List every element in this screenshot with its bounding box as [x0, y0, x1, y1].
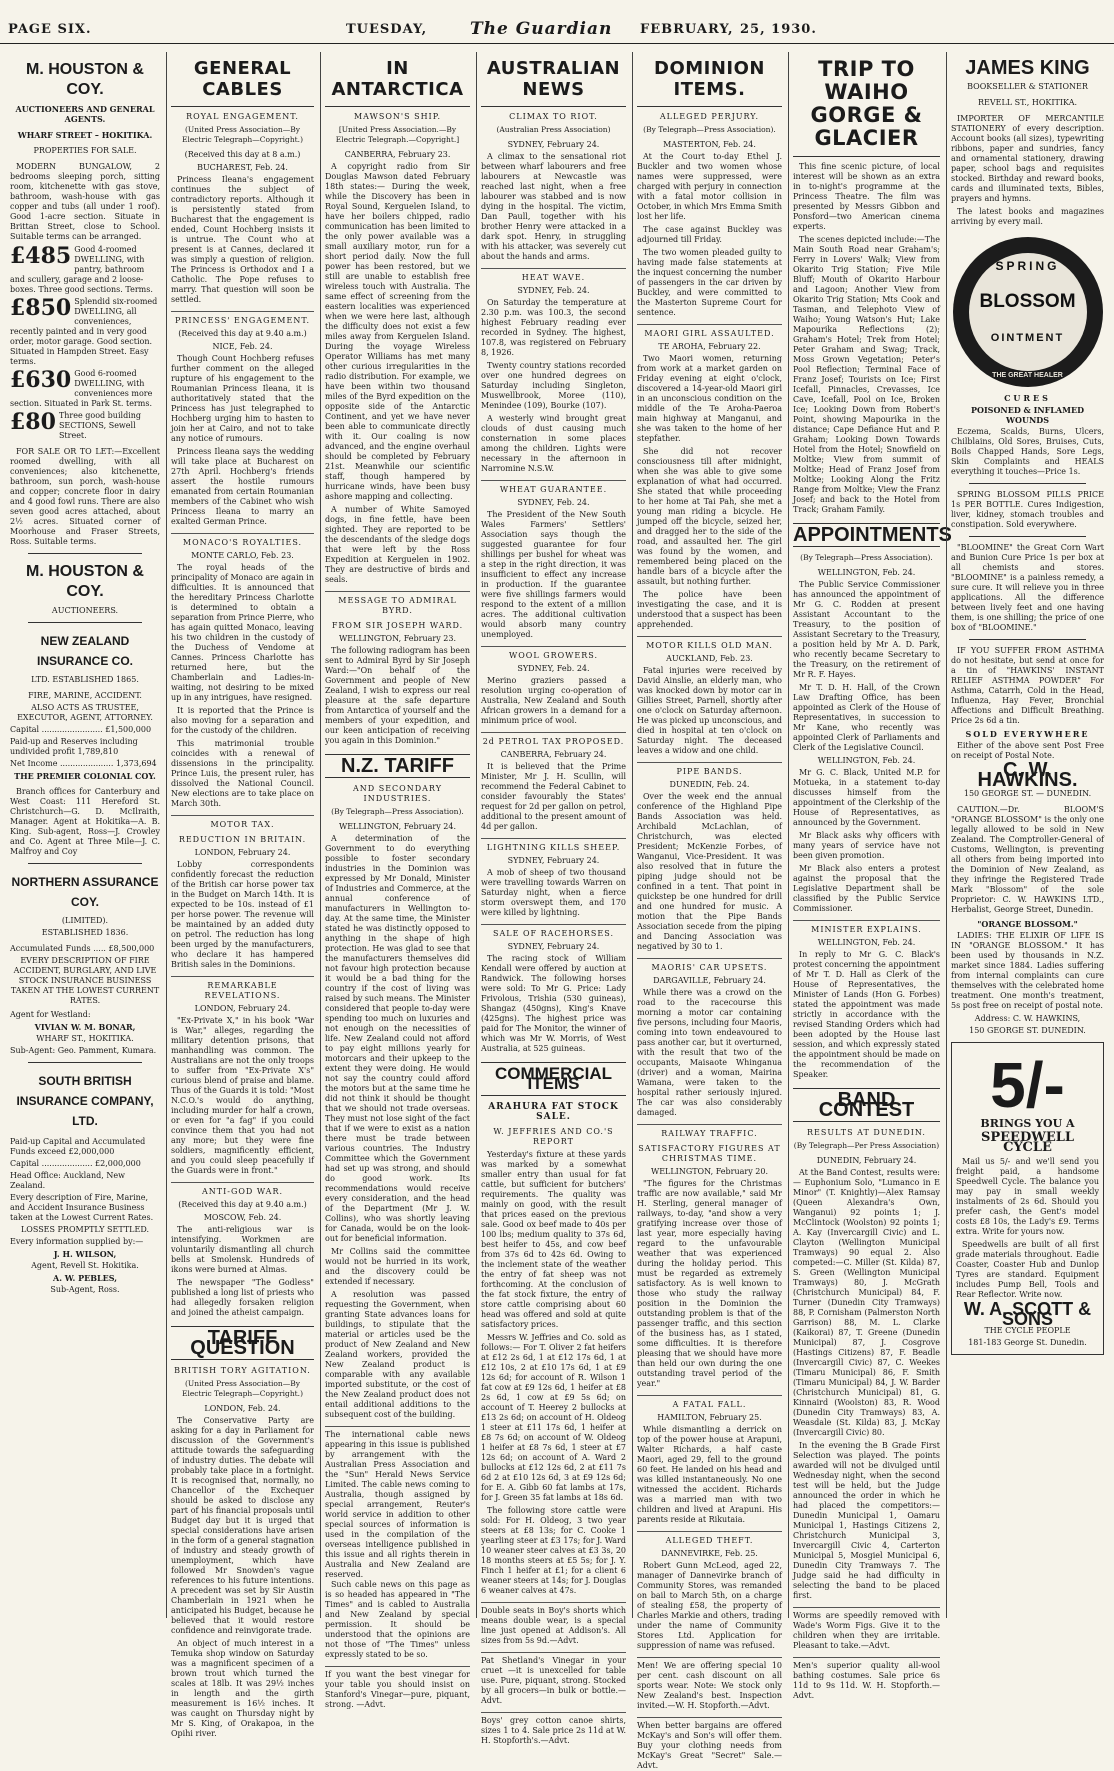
speedwell-ad [951, 1042, 1104, 1355]
article-paragraph: Princess Ileana's engagement continues the subject of contradictory reports. Although it is persistently stated from Bucharest that the engagement is ended, Count Hochberg insists it is untrue. The Count who at present is at Cannes, declared it was simply a question of religion. The Princess is Orthodox and I a Catholic. The Pope refuses to marry. That question will soon be settled. [171, 175, 314, 304]
article-paragraph: Mr Black asks why officers with many years of service have not been given promotion. [793, 831, 940, 860]
article-paragraph: The royal heads of the principality of Monaco are again in difficulties. It is announced that the hereditary Princess Charlotte is determined to obtain a separation from Prince Pierre, who has again quitted Monaco, leaving his two children in the custody of the Duchess of Vendome at Cannes. Princess Charlotte has returned here, but the Chamberlain and Ladies-in-waiting, not desiring to be mixed up in any intrigues, have resigned. [171, 563, 314, 702]
article-paragraph: Two Maori women, returning from work at a market garden on Friday evening at eight o'clock, discovered a 14-year-old Maori girl in an unconscious condition on the middle of the Te Aroha-Paeroa main highway at Manganui, and she was taken to the home of her stepfather. [637, 354, 782, 443]
nz-insurance-capital: Capital ........................ £1,500,000 [10, 725, 152, 734]
hawkins-address-line: Address: C. W. HAWKINS, [974, 1014, 1081, 1023]
northern-wharf: WHARF ST., HOKITIKA. [36, 1034, 134, 1043]
australian-news-heading: AUSTRALIAN NEWS [481, 52, 626, 107]
received-line: (Received this day at 9.40 a.m.) [178, 329, 307, 338]
article-paragraph: In the evening the B Grade First Selection was played. The points awarded will not be divulged until Wednesday night, when the second test will be held, but the Judge announced the order in which he had placed the competitors:—Dunedin Municipal 1, Oamaru Municipal 1, Hastings Citizens 2, Christchurch Municipal 3, Invercargill Civic 4, Carterton Municipal 5, Mosgiel Municipal 6, Dunedin City Tramways 7. The Judge said he had difficulty in selecting the band to be placed first. [793, 1441, 940, 1600]
credit-line: (By Telegraph—Press Association). [800, 553, 933, 562]
houston-title: M. HOUSTON & COY. [26, 61, 144, 98]
commercial-items-heading: COMMERCIAL ITEMS [481, 1062, 626, 1096]
article-paragraph: "The figures for the Christmas traffic are now available," said Mr H. Sterling, general manager of railways, to-day, "and show a very gratifying increase over those of last year, more especially having regard to the unfavourable weather that was experienced during the holiday period. This must be regarded as extremely satisfactory. As is well known to those who study the railway position in the Dominion the outstanding problem is that of the passenger traffic, and this section of the business has, as I stated, some difficulties. It is therefore pleasing that we should have more than held our own during the one outstanding travel period of the year." [637, 1179, 782, 1388]
james-king-address: REVELL ST., HOKITIKA. [977, 98, 1078, 107]
advertisement-snippet: Pat Shetland's Vinegar in your cruet —it is unexcelled for table use. Pure, piquant, strong. Stocked by all grocers—in bulk or bottle.—Advt. [481, 1652, 626, 1706]
dateline: MONTE CARLO, Feb. 23. [191, 551, 294, 560]
property-price: £630 [10, 367, 72, 393]
article-paragraph: The case against Buckley was adjourned till Friday. [637, 225, 782, 244]
article-paragraph: Princess Ileana says the wedding will take place at Bucharest on 27th April. Hochberg's friends assert the hostile rumours emanated from certain Roumanian members of the Cabinet who wish Princess Ileana to marry an exalted German Prince. [171, 447, 314, 526]
credit-line: (By Telegraph—Per Press Association) [793, 1141, 940, 1150]
subheading: WOOL GROWERS. [481, 646, 626, 661]
tariff-question-heading: TARIFF QUESTION [171, 1326, 314, 1360]
column-ads-left [6, 52, 164, 1618]
subheading: AND SECONDARY INDUSTRIES. [353, 784, 442, 803]
notice-paragraph: The international cable news appearing in this issue is published by arrangement with the Australian Press Association and the "Sun" Herald News Service Limited. The cable news coming to Australia, though assigned by special arrangement, Reuter's world service in addition to other special sources of information is used in the compilation of the overseas intelligence published in this issue and all rights therein in Australia and New Zealand are reserved. [325, 1426, 470, 1580]
dateline: WELLINGTON, February 23. [338, 634, 457, 643]
northern-funds: Accumulated Funds ..... £8,500,000 [10, 944, 155, 953]
subheading: MOTOR TAX. [171, 815, 314, 830]
dateline: WELLINGTON, February 24. [338, 822, 457, 831]
credit-line: (By Telegraph—Press Association). [643, 125, 776, 134]
northern-sub-agent: Sub-Agent: Geo. Pamment, Kumara. [10, 1046, 157, 1055]
dateline: WELLINGTON, Feb. 24. [817, 756, 916, 765]
dateline: AUCKLAND, Feb. 23. [666, 654, 753, 663]
scott-address: 181-183 George St. Dunedin. [968, 1338, 1087, 1347]
article-paragraph: Mr T. D. H. Hall, of the Crown Law Drafting Office, has been appointed as Clerk of the House of Representatives, in succession to Mr Kane, who recently was appointed Clerk of Parliaments and Clerk of the Legislative Council. [793, 683, 940, 752]
dateline: WELLINGTON, February 20. [650, 1167, 769, 1176]
advertisement-snippet: Worms are speedily removed with Wade's Worm Figs. Give it to the children when they are irritable. Pleasant to take.—Advt. [793, 1607, 940, 1651]
article-paragraph: A copyright radio from Sir Douglas Mawson dated February 18th states:— During the week, while the Discovery has been in Royal Sound, Kerguelen Island, to have her boilers chipped, radio communication has been limited to the only power available was a small auxiliary motor, run for a short period daily. Now the full power has been restored, but we still are unable to establish free wireless touch with Australia. The same effect of screening from the eastern localities was experienced when we were here last, although the difficulty does not exist a few miles away from Kerguelen Island. During the voyage Wireless Operator Williams has met many other curious irregularities in the radio distribution. For example, we have been within two thousand miles of the Byrd expedition on the opposite side of the Antarctic Continent, and yet we have never been able to communicate directly with it. Our coaling is now advanced, and the engine overhaul should be completed by February 21st. Meanwhile our scientific staff, though hampered by hurricane winds, have been busy ashore mapping and collecting. [325, 162, 470, 501]
property-listing: £850 Splendid six-roomed DWELLING, all conveniences, recently painted and in very good order, motor garage. Good section. Situated in Hampden Street. Easy terms. [10, 295, 158, 366]
ladies-ad: LADIES: THE ELIXIR OF LIFE IS IN "ORANGE BLOSSOM." It has been used by thousands in N.Z. market since 1884. Ladies suffering from internal complaints can cure themselves with the celebrated home treatment. One month's treatment, 5s post free on receipt of postal note. [951, 931, 1104, 1010]
article-paragraph: The anti-religious war is intensifying. Workmen are voluntarily dismantling all church bells at Smolensk. Hundreds of ikons were burned at Almas. [171, 1225, 314, 1274]
premier-colonial: THE PREMIER COLONIAL COY. [14, 771, 156, 781]
dateline: HAMILTON, February 25. [657, 1413, 762, 1422]
article-paragraph: The President of the New South Wales Farmers' Settlers' Association says though the suggested guarantee for four shillings per bushel for wheat was a step in the right direction, it was insufficient to effect any increase in production. If the guarantee were five shillings farmers would respond to the extent of a million acres. The additional cultivation would absorb many country unemployed. [481, 510, 626, 639]
cures-heading: CURES [1004, 393, 1051, 403]
article-paragraph: A mob of sheep of two thousand were travelling towards Warren on Saturday night, when a fierce storm overswept them, and 170 were killed by lightning. [481, 868, 626, 917]
subheading: W. JEFFRIES AND CO.'S REPORT [493, 1127, 614, 1146]
bloomine-ad: "BLOOMINE" the Great Corn Wart and Bunion Cure Price 1s per box at all chemists and stores. "BLOOMINE" is a painless remedy, a sure cure. It will relieve you in three applications. All the difference between lively feet and one having them, is one shilling; the price of one box of "BLOOMINE." [951, 543, 1104, 632]
subheading: REDUCTION IN BRITAIN. [178, 835, 307, 844]
column-australian-news [476, 52, 630, 1745]
article-paragraph: A westerly wind brought great clouds of dust causing much consternation in some places among the children. Lights were necessary in the afternoon in Narromine N.S.W. [481, 414, 626, 473]
subheading: MOTOR KILLS OLD MAN. [637, 636, 782, 651]
speedwell-cycle: SPEEDWELL CYCLE [980, 1130, 1075, 1155]
column-general-cables [166, 52, 318, 1738]
cures-sub: POISONED & INFLAMED WOUNDS [970, 405, 1085, 425]
column-dominion-items [632, 52, 786, 1770]
advertisement-snippet: Double seats in Boy's shorts which means double wear, is a special line just opened at Addison's. All sizes from 5s 9d.—Advt. [481, 1602, 626, 1646]
northern-title: NORTHERN ASSURANCE COY. [11, 875, 159, 909]
caution-notice: CAUTION.—Dr. BLOOM'S "ORANGE BLOSSOM" is the only one legally allowed to be sold in New Zealand. The Comptroller-General of Customs, Wellington, is preventing all others from being imported into the Dominion of New Zealand, as they infringe the Registered Trade Mark "Blossom" of the sole Proprietor: C. W. HAWKINS LTD., Herbalist, George Street, Dunedin. [951, 805, 1104, 914]
james-king-desc-2: The latest books and magazines arriving by every mail. [951, 207, 1104, 226]
column-antarctica [320, 52, 474, 1709]
nz-tariff-heading: N.Z. TARIFF [325, 754, 470, 778]
properties-heading: PROPERTIES FOR SALE. [33, 146, 137, 155]
nz-insurance-lines: FIRE, MARINE, ACCIDENT. [28, 691, 142, 700]
houston-address: WHARF STREET – HOKITIKA. [17, 130, 153, 140]
property-price: £850 [10, 295, 72, 321]
article-paragraph: The Public Service Commissioner has announced the appointment of Mr G. C. Rodden at present Assistant Accountant to the Treasury, to the position of Assistant Secretary to the Treasury, a position held by Mr A. D. Park, who recently became Secretary to the Treasury, on the retirement of Mr R. F. Hayes. [793, 580, 940, 679]
dateline: SYDNEY, Feb. 24. [517, 498, 590, 507]
article-paragraph: On Saturday the temperature at 2.30 p.m. was 100.3, the second highest February reading ever recorded in Sydney. The highest, 107.8, was registered on February 8, 1926. [481, 298, 626, 357]
property-price: £485 [10, 243, 72, 269]
subheading: MAWSON'S SHIP. [353, 112, 442, 121]
subheading: RAILWAY TRAFFIC. [637, 1124, 782, 1139]
article-paragraph: In reply to Mr G. C. Black's protest concerning the appointment of Mr T. D. Hall as Clerk of the House of Representatives, the Minister of Lands (Hon G. Forbes) stated the appointment was made strictly in accordance with the revised Standing Orders which had been adopted by the House last session, and which expressly stated the appointment should be made on the recommendation of the Speaker. [793, 950, 940, 1079]
sb-paid: Paid-up Capital and Accumulated Funds exceed £2,000,000 [10, 1137, 146, 1156]
sb-capital: Capital .................... £2,000,000 [10, 1159, 141, 1168]
subheading: MINISTER EXPLAINS. [793, 920, 940, 935]
subheading: PIPE BANDS. [637, 762, 782, 777]
column-waiho-appointments [788, 52, 952, 1700]
hawkins-address: 150 GEORGE ST. — DUNEDIN. [963, 789, 1092, 798]
sb-losses: LOSSES PROMPTLY SETTLED. [20, 1225, 150, 1234]
masthead-title: The Guardian [470, 19, 613, 39]
subheading: ARAHURA FAT STOCK SALE. [488, 1102, 619, 1122]
hawkins-name: C. W. HAWKINS. [977, 759, 1078, 791]
article-paragraph: Mr Black also enters a protest against the proposal that the Legislative Department shall be classified by the Public Service Commissioner. [793, 864, 940, 913]
article-paragraph: Fatal injuries were received by David Ainslie, an elderly man, who was knocked down by motor car in Gillies Street, Parnell, shortly after one o'clock on Saturday afternoon. He was picked up unconscious, and died in hospital at ten o'clock on Saturday night. The deceased leaves a widow and one child. [637, 666, 782, 755]
dateline: DUNEDIN, Feb. 24. [669, 780, 750, 789]
dateline: TE AROHA, February 22. [658, 342, 761, 351]
article-paragraph: A determination of the Government to do everything possible to foster secondary industries in the Dominion was expressed by Mr Donald, Minister of Industries and Commerce, at the annual conference of manufacturers in Wellington to-day. At the same time, the Minister stated he was distinctly opposed to anything in the shape of high protection. He was glad to see that the manufacturers themselves did not favour high protection because it would be a bad thing for the country if the cost of living was raised by such means. The Minister considered that people to-day were spending too much on luxuries and not enough on the necessities of life. New Zealand could not afford to pay eight millions yearly for motorcars and their upkeep to the extent they were doing. He would not say the country could afford the motors but at the same time he did not think it should be thought that we should not trade overseas. They must not lose sight of the fact that if we were to exist as a nation there must be trade between various countries. The Industry Committee which the Government had set up was strong, and should do good work. Its recommendations would receive every consideration, and the head of the Department (Mr J. W. Collins), who was shortly leaving for Canada, would be on the look-out for beneficial information. [325, 834, 470, 1243]
article-paragraph: The following store cattle were sold: For H. Oldeog, 3 two year steers at £8 13s; for C. Cooke 1 yearling steer at £3 17s; for J. Ward 10 weaner steer calves at £3 3s, 20 18 months steers at £5 5s; for J. Y. Finch 1 heifer at £1; for a client 6 weaner steers at 14s; for J. Douglas 6 weaner calves at 47s. [481, 1506, 626, 1595]
subheading: A FATAL FALL. [637, 1395, 782, 1410]
article-paragraph: Messrs W. Jeffries and Co. sold as follows:— For T. Oliver 2 fat heifers at £12 2s 6d, 1 at £12 17s 6d, 1 at £12 10s, 2 at £10 17s 6d, 1 at £9 12s 6d; for account of R. Wilson 1 fat cow at £9 12s 6d, 1 heifer at £8 2s 6d, 1 cow at £9 5s 6d; on account of T. Heerey 2 bullocks at £13 2s 6d; on account of H. Oldeog 1 steer at £11 17s 6d, 1 heifer at £8 7s 6d; on account of W. Oldeog 1 heifer at £8 7s 6d, 1 steer at £7 12s 6d; on account of A. Ward 2 bullocks at £12 12s 6d, 2 at £11 7s 6d 2 at £10 12s 6d, 3 at £9 12s 6d; for E. A. Gibb 60 fat lambs at 17s, for J. Green 35 fat lambs at 18s 6d. [481, 1333, 626, 1502]
sale-or-let: FOR SALE OR TO LET:—Excellent roomed dwelling, with all conveniences; also kitchenette, bathroom, sun porch, wash-house and copper; concrete floor in dairy and 4 good fowl runs. There are also seven good acres attached, about 2½ acres. Situated corner of Moorhouse and Fraser Streets, Ross. Suitable terms. [10, 447, 160, 546]
advertisement-snippet: Men! We are offering special 10 per cent. cash discount on all sports wear. Note: We stock only New Zealand's best. Inspection invited.—W. H. Stopforth.—Advt. [637, 1657, 782, 1711]
article-paragraph: A climax to the sensational riot between wharf labourers and free labourers at Newcastle was reached last night, when a free labourer was stabbed and is now dying in the hospital. The victim, Dan Paull, together with his brother Henry were attacked in a dark spot. Henry, in struggling with his attacker, was severely cut about the hands and arms. [481, 152, 626, 261]
article-paragraph: An object of much interest in a Temuka shop window on Saturday was a magnificent specimen of a brown trout which turned the scales at 18lb. It was 29½ inches in length and the girth measurement is 16½ inches. It was caught on Thursday night by Mr S. King, of Orakapoa, in the Opihi river. [171, 1639, 314, 1738]
dateline: SYDNEY, February 24. [507, 140, 600, 149]
appointments-heading: APPOINTMENTS [793, 524, 952, 546]
south-british-title: SOUTH BRITISH INSURANCE COMPANY, LTD. [16, 1074, 154, 1128]
dateline: CANBERRA, February 24. [500, 750, 607, 759]
masthead [0, 0, 1114, 44]
article-paragraph: This matrimonial trouble coincides with a renewal of dissensions in the principality. Prince Luis, the present ruler, has dissolved the National Council. New elections are to take place on March 30th. [171, 739, 314, 808]
houston-title-2: M. HOUSTON & COY. [26, 563, 144, 600]
northern-desc: EVERY DESCRIPTION OF FIRE ACCIDENT, BURGLARY, AND LIVE STOCK INSURANCE BUSINESS TAKEN AT THE LOWEST CURRENT RATES. [10, 956, 160, 1005]
sb-desc: Every description of Fire, Marine, and Accident Insurance Business taken at the Lowest Current Rates. [10, 1193, 154, 1222]
subheading: CLIMAX TO RIOT. [509, 112, 598, 121]
sb-peebles-agent: Sub-Agent, Ross. [50, 1285, 120, 1294]
credit-line: (Australian Press Association) [496, 125, 611, 134]
northern-est: ESTABLISHED 1836. [41, 928, 129, 937]
five-shillings: 5/- [990, 1049, 1065, 1121]
northern-ltd: (LIMITED). [61, 916, 109, 925]
received-line: (Received this day at 9.40 a.m.) [178, 1200, 307, 1209]
subheading: MONACO'S ROYALTIES. [171, 533, 314, 548]
masthead-month: FEBRUARY, [640, 22, 734, 37]
credit-line: (By Telegraph—Press Association). [331, 807, 464, 816]
article-paragraph: At the Court to-day Ethel J. Buckler and two women whose names were suppressed, were charged with perjury in connection with a fatal motor collision in October, in which Mrs Emma Smith lost her life. [637, 152, 782, 221]
sb-office: Head Office: Auckland, New Zealand. [10, 1171, 125, 1190]
subheading: WHEAT GUARANTEE. [481, 480, 626, 495]
sb-wilson-agent: Agent, Revell St. Hokitika. [31, 1261, 139, 1270]
credit-line: (United Press Association—By Electric Telegraph—Copyright.) [181, 125, 303, 144]
band-contest-heading: BAND CONTEST [793, 1088, 940, 1122]
article-paragraph: The racing stock of William Kendall were offered by auction at Randwick. The following horses were sold: To Mr G. Price: Lady Frivolous, Trishia (530 guineas), Shangaz (450gns), King's Knave (425gns). The highest price was paid for The Monitor, the winner of which was Mr W. Morris, of West Australia, at 525 guineas. [481, 954, 626, 1053]
dateline: DUNEDIN, February 24. [816, 1156, 917, 1165]
subheading: ROYAL ENGAGEMENT. [186, 112, 299, 121]
subheading: MAORI GIRL ASSAULTED. [637, 324, 782, 339]
pills-ad: SPRING BLOSSOM PILLS PRICE 1s PER BOTTLE. Cures Indigestion, liver, kidney, stomach troubles and constipation. Sold everywhere. [951, 490, 1104, 529]
dateline: BUCHAREST, Feb. 24. [197, 163, 288, 172]
waiho-heading: TRIP TO WAIHO GORGE & GLACIER [793, 52, 940, 157]
article-paragraph: This fine scenic picture, of local interest will be shown as an extra in to-night's programme at the Princess Theatre. The film was presented by Messrs Gibbon and Ponsford—two American cinema experts. [793, 162, 940, 231]
subheading: SALE OF RACEHORSES. [481, 924, 626, 939]
article-paragraph: Mr Collins said the committee would not be hurried in its work, and the discovery could be extended if necessary. [325, 1247, 470, 1286]
dateline: MOSCOW, Feb. 24. [203, 1213, 282, 1222]
received-line: (Received this day at 8 a.m.) [184, 150, 301, 159]
article-paragraph: It is reported that the Prince is also moving for a separation and for the custody of the children. [171, 706, 314, 735]
dateline: WELLINGTON, Feb. 24. [817, 938, 916, 947]
advertisement-snippet: When better bargains are offered McKay's and Son's will offer them. Buy your clothing needs from McKay's Great "Secret" Sale.—Advt. [637, 1717, 782, 1771]
hawkins-address-line-2: 150 GEORGE ST. DUNEDIN. [969, 1026, 1086, 1035]
article-paragraph: Though Count Hochberg refuses further comment on the alleged rupture of his engagement to the Roumanian Princess Ileana, it is authoritatively stated that the Princess has just telegraphed to Hochberg urging him to hasten to join her at Cairo, and not to take any notice of rumours. [171, 354, 314, 443]
subheading: HEAT WAVE. [481, 268, 626, 283]
article-paragraph: At the Band Contest, results were:— Euphonium Solo, "Lumanco in E Minor" (T. Knightly)—Alex Ramsay (Queen Alexandra's Own, Wanganui) 92 points 1; J. McClintock (Woolston) 92 points 1; A. Kay (Invercargill Civic) and L. Clayton (Wellington Municipal Tramways) 90 equal 2. Also competed:—C. Miller (St. Kilda) 87, S. Green (Wellington Municipal Tramways) 80, J. McGrath (Christchurch Municipal) 84, F. Turner (Dunedin City Tramways) 88, P. Cornisham (Palmerston North Garrison) 88, M. L. Clarke (Kaikorai) 87, T. Greene (Dunedin Municipal) 87, J. Cosgrove (Hastings Citizens) 87, F. Beadle (Invercargill Civic) 87, C. Weekes (Timaru Municipal) 86, F. Smith (Timaru Municipal) 84, J. W. Barder (Christchurch Municipal) 81, G. Kinnaird (Woolston) 83, R. Wood (Dunedin City Tramways) 83, A. Weasdale (St. Kilda) 83, J. McKay (Invercargill Civic) 80. [793, 1168, 940, 1437]
subheading: REMARKABLE REVELATIONS. [171, 976, 314, 1001]
dateline: LONDON, February 24. [194, 1004, 291, 1013]
post-free: Either of the above sent Post Free on receipt of Postal Note. [951, 741, 1104, 760]
advertisement-snippet: Boys' grey cotton canoe shirts, sizes 1 to 4. Sale price 2s 11d at W. H. Stopforth's.—Advt. [481, 1712, 626, 1746]
northern-agent: Agent for Westland: [10, 1010, 91, 1019]
james-king-sub: BOOKSELLER & STATIONER [967, 82, 1088, 91]
subheading: MAORIS' CAR UPSETS. [637, 958, 782, 973]
property-listing: £80 Three good building SECTIONS, Sewell Street. [10, 409, 142, 440]
dateline: LONDON, February 24. [194, 848, 291, 857]
dateline: SYDNEY, Feb. 24. [517, 286, 590, 295]
speedwell-mail: Mail us 5/- and we'll send you freight paid, a handsome Speedwell Cycle. The balance you may pay in small weekly instalments of 2s 6d. Should you prefer cash, the Gent's model costs £8 10s, the Lady's £9. Terms extra. Write for yours now. [956, 1157, 1099, 1236]
subheading: ALLEGED PERJURY. [659, 112, 760, 121]
article-paragraph: Yesterday's fixture at these yards was marked by a somewhat smaller entry than usual for fat cattle, but sufficient for butchers' requirements. The quality was mainly on good, with the result that prices eased on the previous sale. Good ox beef made to 40s per 100 lbs; medium quality to 37s 6d, best heifer to 45s, and cow beef from 37s 6d to 42s 6d. Owing to the inclement state of the weather the entry of fat sheep was not forthcoming. At the conclusion of the fat stock fixture, the entry of store cattle comprising about 60 head was offered and sold at quite satisfactory prices. [481, 1150, 626, 1329]
subheading: SATISFACTORY FIGURES AT CHRISTMAS TIME. [638, 1144, 781, 1163]
masthead-date: 25, 1930. [740, 22, 817, 37]
subheading: PRINCESS' ENGAGEMENT. [171, 311, 314, 326]
dominion-items-heading: DOMINION ITEMS. [637, 52, 782, 107]
credit-line: (United Press Association—By Electric Telegraph—Copyright.) [181, 1379, 303, 1398]
dateline: DARGAVILLE, February 24. [653, 976, 766, 985]
spring-blossom-logo: SPRING BLOSSOM OINTMENT THE GREAT HEALER [953, 237, 1103, 387]
notice-paragraph: Such cable news on this page as is so headed has appeared in "The Times" and is cabled to Australia and New Zealand by special permission. It should be understood that the opinions are not those of "The Times" unless expressly stated to be so. [325, 1580, 470, 1659]
houston-sub: AUCTIONEERS AND GENERAL AGENTS. [15, 104, 155, 124]
dateline: SYDNEY, February 24. [507, 942, 600, 951]
james-king-title: JAMES KING [965, 57, 1090, 79]
article-paragraph: The Conservative Party are asking for a day in Parliament for discussion of the Government's attitude towards the safeguarding of industry duties. The debate will probably take place in a fortnight. It is recognised that, normally, no Chancellor of the Exchequer should be asked to disclose any part of his financial proposals until Budget day but it is urged that special considerations have arisen in the form of a general stagnation of industry and steady growth of unemployment, which have followed Mr Snowden's vague references to his future intentions. A precedent was set by Sir Austin Chamberlain in 1921 when he anticipated his Budget, because he believed that it would restore confidence and reinvigorate trade. [171, 1416, 314, 1635]
antarctica-heading: IN ANTARCTICA [325, 52, 470, 107]
article-paragraph: Robert Gunn McLeod, aged 22, manager of Dannevirke branch of Community Stores, was remanded on bail to March 5th, on a charge of stealing £58, the property of Charles Markie and others, trading under the name of Community Stores Ltd. Application for suppression of name was refused. [637, 1561, 782, 1650]
dateline: WELLINGTON, Feb. 24. [817, 568, 916, 577]
nz-insurance-est: LTD. ESTABLISHED 1865. [31, 675, 139, 684]
sb-wilson: J. H. WILSON, [53, 1249, 117, 1259]
article-paragraph: The following radiogram has been sent to Admiral Byrd by Sir Joseph Ward:—"On behalf of the Government and people of New Zealand, I wish to express our real pleasure at the safe departure from Antarctica of yourself and the members of your expedition, and our keen anticipation of receiving you again in this Dominion." [325, 646, 470, 745]
property-listing: £630 Good 6-roomed DWELLING, with conveniences more section. Situated in Park St. terms. [10, 367, 153, 408]
masthead-day: TUESDAY, [346, 22, 428, 37]
orange-blossom: "ORANGE BLOSSOM." [977, 919, 1078, 929]
auctioneers: AUCTIONEERS. [51, 606, 119, 615]
dateline: SYDNEY, Feb. 24. [517, 664, 590, 673]
scott-sons: W. A. SCOTT & SONS [963, 1299, 1092, 1329]
branch-offices: Branch offices for Canterbury and West Coast: 111 Hereford St. Christchurch—G. D. McIlraith, Manager. Agent at Hokitika—A. B. King. Sub-agent, Ross—J. Crowley and Co. Agent at Three Mile—J. C. Malfroy and Coy [10, 787, 160, 856]
article-paragraph: The newspaper "The Godless" published a long list of priests who had allegedly forsaken religion and joined the atheist campaign. [171, 1278, 314, 1317]
james-king-desc: IMPORTER OF MERCANTILE STATIONERY of every description. Account books (all sizes), typewriting ribbons, paper and sundries, fancy and ornamental stationery, drawing paper, school bags and requisites stocked. Birthday and reward books, cards and illuminated texts, Bibles, prayers and hymns. [951, 114, 1104, 203]
credit-line: [United Press Association.—By Electric Telegraph.—Copyright.] [335, 125, 460, 144]
article-paragraph: The scenes depicted include:—The Main South Road near Graham's; Ferry in Lovers' Walk; View from Okarito Trig Station; Five Mile Bluff; Mouth of Okarito Harbour and Lagoon; Another View from Okarito Trig Station; Mts Cook and Tasman, and Telephoto View of Waiho; Young Watson's Hut; Lake Mapourika Reflections (2); Graham's Hotel; Trek from Hotel; Peter Graham and Swag; Track, Moss Grown Vegetation; Peter's Pool Reflection; Terminal Face of Franz Josef; Tourists on Ice; First Icefall, Pinnacles, Crevasses, Ice Cave, Icefall, Pool on Ice, Broken Ice; Looking Down from Robert's Point, showing Mapourika in the distance; Cape Defiance Hut and P. Graham; Looking Down Towards Hotel from the Hotel; Snowfield on Moltke; View from summit of Moltke; Head of Franz Josef from Moltke; Looking Along the Fritz Range from Moltke; View the Franz Josef; and back to the Hotel from Track; Graham Family. [793, 235, 940, 514]
dateline: MASTERTON, Feb. 24. [663, 140, 756, 149]
dateline: DANNEVIRKE, Feb. 25. [661, 1549, 758, 1558]
sb-peebles: A. W. PEBLES, [53, 1273, 117, 1283]
article-paragraph: Lobby correspondents confidently forecast the reduction of the British car horse power tax in the Budget on March 14th. It is expected to be 10s. instead of £1 per horse power. The revenue will be maintained by an added duty on petrol. The reduction has long been urged by the manufacturers, who declare it has hampered British sales in the Dominions. [171, 860, 314, 969]
article-paragraph: Twenty country stations recorded over one hundred degrees on Saturday including Singleton, Muswellbrook, Moree (110), Menindee (109), Bourke (107). [481, 361, 626, 410]
article-paragraph: While dismantling a derrick on top of the power house at Arapuni, Walter Richards, a half caste Maori, aged 29, fell to the ground 60 feet. He landed on his head and was killed instantaneously. No one witnessed the accident. Richards was a married man with two children and lived at Arapuni. His parents reside at Rikutaia. [637, 1425, 782, 1524]
advertisement-snippet: If you want the best vinegar for your table you should insist on Stanford's Vinegar—pure, piquant, strong. —Advt. [325, 1666, 470, 1710]
subheading: MESSAGE TO ADMIRAL BYRD. [325, 591, 470, 616]
article-paragraph: While there was a crowd on the road to the racecourse this morning a motor car containing five persons, including four Maoris, coming into town endeavoured to pass another car, but it overturned, with the result that two of the occupants, Maisaote Whinganua (driver) and a woman, Mairina Wamana, were taken to the hospital rather seriously injured. The car was also considerably damaged. [637, 988, 782, 1117]
article-paragraph: She did not recover consciousness till after midnight, when she was able to give some explanation of what had occurred. She stated that while proceeding to her home at Tai Pah, she met a young man riding a bicycle. He jumped off the bicycle, seized her, and dragged her to the side of the road, and assaulted her. The girl was found by the women, and remembered being placed on the handle bars of a bicycle after the assault, but nothing further. [637, 447, 782, 586]
column-ads-right [946, 52, 1108, 1618]
article-paragraph: Over the week end the annual conference of the Highland Pipe Bands Association was held. Archibald McLachlan, of Christchurch, was elected President; McKenzie Forbes, of Wanganui, Vice-President. It was also resolved that in future the piping judge should not be confined in a tent. That point in quickstep be one hundred for drill and one hundred for music. A motion that the Pipe Bands Association secede from the piping and Dancing Association was negatived by 30 to 1. [637, 792, 782, 951]
subheading: RESULTS AT DUNEDIN. [807, 1128, 926, 1137]
cures-desc: Eczema, Scalds, Burns, Ulcers, Chilblains, Old Sores, Bruises, Cuts, Boils Chapped Hands, Sore Legs, Skin Complaints and HEALS everything it touches—Price 1s. [951, 427, 1104, 476]
dateline: NICE, Feb. 24. [212, 342, 273, 351]
subheading: BRITISH TORY AGITATION. [174, 1366, 311, 1375]
subheading: ALLEGED THEFT. [637, 1531, 782, 1546]
subheading: ANTI-GOD WAR. [171, 1182, 314, 1197]
asthma-ad: IF YOU SUFFER FROM ASTHMA do not hesitate, but send at once for a tin of "HAWKINS' INSTANT RELIEF ASTHMA POWDER" For Asthma, Catarrh, Cold in the Head, Influenza, Hay Fever, Bronchial Affections and Difficult Breathing. Price 2s 6d a tin. [951, 646, 1104, 725]
nz-insurance-income: Net Income ..................... 1,373,694 [10, 759, 157, 768]
article-paragraph: The two women pleaded guilty to having made false statements at the inquest concerning the number of passengers in the car driven by Buckley, and were committed to the Masterton Supreme Court for sentence. [637, 248, 782, 317]
dateline: CANBERRA, February 23. [344, 150, 451, 159]
subheading: 2d PETROL TAX PROPOSED. [481, 732, 626, 747]
scott-sub: THE CYCLE PEOPLE [984, 1326, 1071, 1335]
general-cables-heading: GENERAL CABLES [171, 52, 314, 107]
subheading: FROM SIR JOSEPH WARD. [331, 621, 464, 630]
speedwell-desc: Speedwells are built of all first grade materials throughout. Eadie Coaster, Coaster Hub and Dunlop Tyres are standard. Equipment includes Pump Bell, Tools and Rear Reflector. Write now. [956, 1240, 1099, 1299]
brings-you: BRINGS YOU A [980, 1117, 1075, 1130]
property-listing: £485 Good 4-roomed DWELLING, with pantry, bathroom and scullery, garage and 2 loose-boxes. Three good sections. Terms. [10, 243, 153, 294]
newspaper-page [0, 52, 1114, 1770]
article-paragraph: A number of White Samoyed dogs, in fine fettle, have been sighted. They are reported to be the descendants of the sledge dogs that were left by the Ross Expedition at Kerguelen in 1902. They are destructive of birds and seals. [325, 505, 470, 584]
nz-insurance-trustee: ALSO ACTS AS TRUSTEE, EXECUTOR, AGENT, ATTORNEY. [17, 703, 153, 722]
sold-everywhere: SOLD EVERYWHERE [965, 729, 1090, 739]
article-paragraph: "Ex-Private X," in his book "War is War," alleges, regarding the military detention prisons, that manhandling was common. The Australians are not the only troops to suffer from "Ex-Private X's" curious blend of praise and blame. Thus of the Guards it is told: "Most N.C.O.'s would do anything, including murder for half a crown, or even for "a fag" if you could convince them that you had not any more; but they were fine soldiers, magnificently efficient, and you could sleep peacefully if the Guards were in front." [171, 1016, 314, 1175]
subheading: LIGHTNING KILLS SHEEP. [481, 838, 626, 853]
dateline: SYDNEY, February 24. [507, 856, 600, 865]
advertisement-snippet: Men's superior quality all-wool bathing costumes. Sale price 6s 11d to 9s 11d. W. H. Stopforth.—Advt. [793, 1657, 940, 1701]
article-paragraph: It is believed that the Prime Minister, Mr J. H. Scullin, will recommend the Federal Cabinet to consider favourably the States' request for 2d per gallon on petrol, additional to the present amount of 4d per gallon. [481, 762, 626, 831]
article-paragraph: The police have been investigating the case, and it is understood that a suspect has been apprehended. [637, 590, 782, 629]
property-price: £80 [10, 409, 56, 435]
dateline: LONDON, Feb. 24. [204, 1404, 281, 1413]
property-listing: MODERN BUNGALOW, 2 bedrooms sleeping porch, sitting room, kitchenette with gas stove, bathroom, wash-house with gas copper and tubs (all under 1 roof). Good 1-acre section. Situate in Brittan Street, close to School. Suitable terms can be arranged. [10, 162, 160, 241]
article-paragraph: A resolution was passed requesting the Government, when granting State advances loans for buildings, to stipulate that the material or articles used be the product of New Zealand and New Zealand workers, provided the New Zealand product is comparable with any available imported substitute, or the cost of the New Zealand product does not entail additional additions to the subsequent cost of the building. [325, 1290, 470, 1419]
nz-insurance-title: NEW ZEALAND INSURANCE CO. [36, 634, 133, 668]
northern-agent-name: VIVIAN W. M. BONAR, [34, 1022, 136, 1032]
article-paragraph: Merino graziers passed a resolution urging co-operation of Australia, New Zealand and South African growers in a demand for a minimum price of wool. [481, 676, 626, 725]
sb-info: Every information supplied by:— [10, 1237, 144, 1246]
page-number: PAGE SIX. [8, 22, 92, 37]
article-paragraph: Mr G. C. Black, United M.P. for Motueka, in a statement to-day discusses himself from the appointment of the Clerkship of the House of Representatives, as announced by the Government. [793, 768, 940, 827]
nz-insurance-reserves: Paid-up and Reserves including undivided profit 1,789,810 [10, 737, 138, 756]
